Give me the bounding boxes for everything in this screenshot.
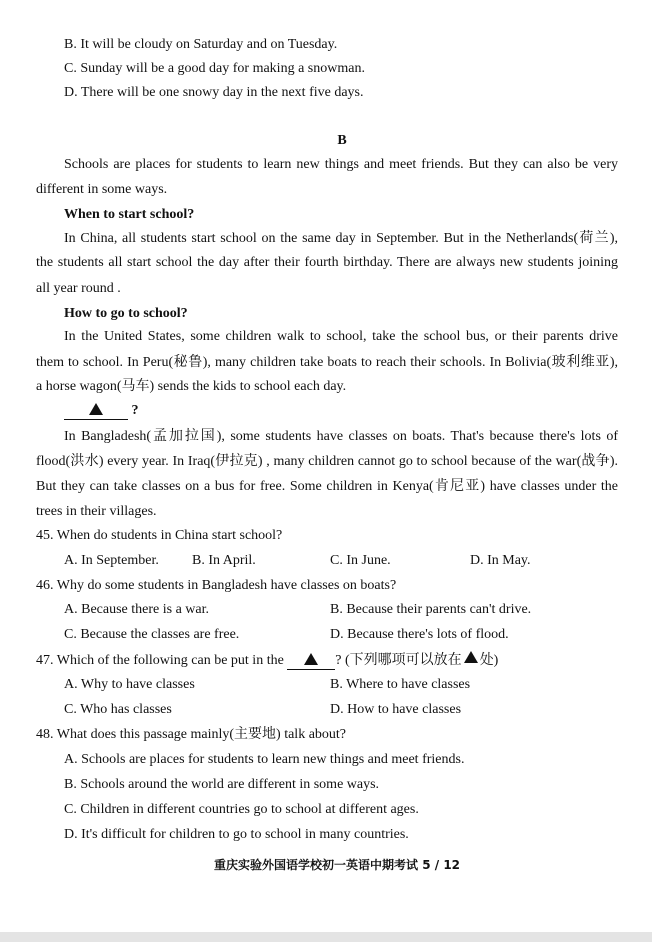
- subheading-blank-mark: ?: [131, 403, 139, 418]
- q46-option-a: A. Because there is a war.: [64, 602, 209, 617]
- q48-option-c: C. Children in different countries go to school at different ages.: [64, 802, 419, 817]
- q47-blank: [287, 653, 335, 670]
- question-47-options-row1: [0, 676, 652, 694]
- bottom-edge: [0, 932, 652, 942]
- q47-option-a: A. Why to have classes: [64, 677, 195, 692]
- q47-option-d: D. How to have classes: [330, 702, 462, 717]
- question-46-options-row2: [0, 626, 652, 644]
- para1-line-3: all year round .: [36, 281, 121, 296]
- para2-line-3: a horse wagon(马车) sends the kids to school each day.: [36, 379, 347, 394]
- triangle-icon: [89, 403, 103, 415]
- para1-line-2: the students all start school the day after their fourth birthday. There are always new students joining: [36, 255, 618, 270]
- section-heading: B: [337, 133, 347, 148]
- subheading-blank: [64, 402, 139, 420]
- para3-line-3: But they can take classes on a bus for free. Some children in Kenya(肯尼亚) have classes under the: [36, 479, 618, 494]
- intro-line-1: Schools are places for students to learn new things and meet friends. But they can also be very: [64, 157, 618, 172]
- footer-separator: /: [434, 858, 440, 872]
- q47-stem-end: 处): [479, 653, 499, 668]
- question-48-stem: 48. What does this passage mainly(主要地) talk about?: [36, 727, 347, 742]
- answer-blank: [64, 403, 128, 420]
- subheading-how: How to go to school?: [64, 306, 188, 321]
- footer-title: 重庆实验外国语学校初一英语中期考试: [214, 858, 419, 872]
- q45-option-d: D. In May.: [470, 553, 531, 568]
- para1-line-1: In China, all students start school on the same day in September. But in the Netherlands(荷兰),: [64, 231, 618, 246]
- question-47-options-row2: [0, 701, 652, 719]
- prev-option-c: C. Sunday will be a good day for making a snowman.: [64, 61, 365, 76]
- para3-line-2: flood(洪水) every year. In Iraq(伊拉克) , many children cannot go to school because of the war(战争).: [36, 454, 618, 469]
- question-46-stem: 46. Why do some students in Bangladesh have classes on boats?: [36, 578, 397, 593]
- para3-line-1: In Bangladesh(孟加拉国), some students have classes on boats. That's because there's lots of: [64, 429, 618, 444]
- q48-option-b: B. Schools around the world are different in some ways.: [64, 777, 380, 792]
- page-footer: [214, 856, 460, 874]
- footer-page-number: 5: [422, 858, 431, 872]
- para3-line-4: trees in their villages.: [36, 504, 157, 519]
- q45-option-c: C. In June.: [330, 553, 391, 568]
- question-45-options: [0, 552, 652, 570]
- q45-option-b: B. In April.: [192, 553, 256, 568]
- q47-option-c: C. Who has classes: [64, 702, 172, 717]
- prev-option-d: D. There will be one snowy day in the next five days.: [64, 85, 364, 100]
- footer-total-pages: 12: [443, 858, 461, 872]
- q48-option-a: A. Schools are places for students to learn new things and meet friends.: [64, 752, 465, 767]
- q48-option-d: D. It's difficult for children to go to school in many countries.: [64, 827, 409, 842]
- para2-line-2: them to school. In Peru(秘鲁), many children take boats to reach their schools. In Bolivia(玻利维亚),: [36, 355, 618, 370]
- question-45-stem: 45. When do students in China start school?: [36, 528, 283, 543]
- question-47-stem: [36, 651, 498, 670]
- para2-line-1: In the United States, some children walk to school, take the school bus, or their parents drive: [64, 329, 618, 344]
- q47-option-b: B. Where to have classes: [330, 677, 471, 692]
- triangle-icon: [304, 653, 318, 665]
- question-46-options-row1: [0, 601, 652, 619]
- prev-option-b: B. It will be cloudy on Saturday and on Tuesday.: [64, 37, 338, 52]
- q46-option-d: D. Because there's lots of flood.: [330, 627, 509, 642]
- triangle-icon: [464, 651, 478, 663]
- q47-stem-post: ? (下列哪项可以放在: [335, 653, 462, 668]
- subheading-when: When to start school?: [64, 207, 195, 222]
- q47-stem-pre: 47. Which of the following can be put in the: [36, 653, 284, 668]
- q46-option-b: B. Because their parents can't drive.: [330, 602, 532, 617]
- q45-option-a: A. In September.: [64, 553, 159, 568]
- q46-option-c: C. Because the classes are free.: [64, 627, 240, 642]
- intro-line-2: different in some ways.: [36, 182, 168, 197]
